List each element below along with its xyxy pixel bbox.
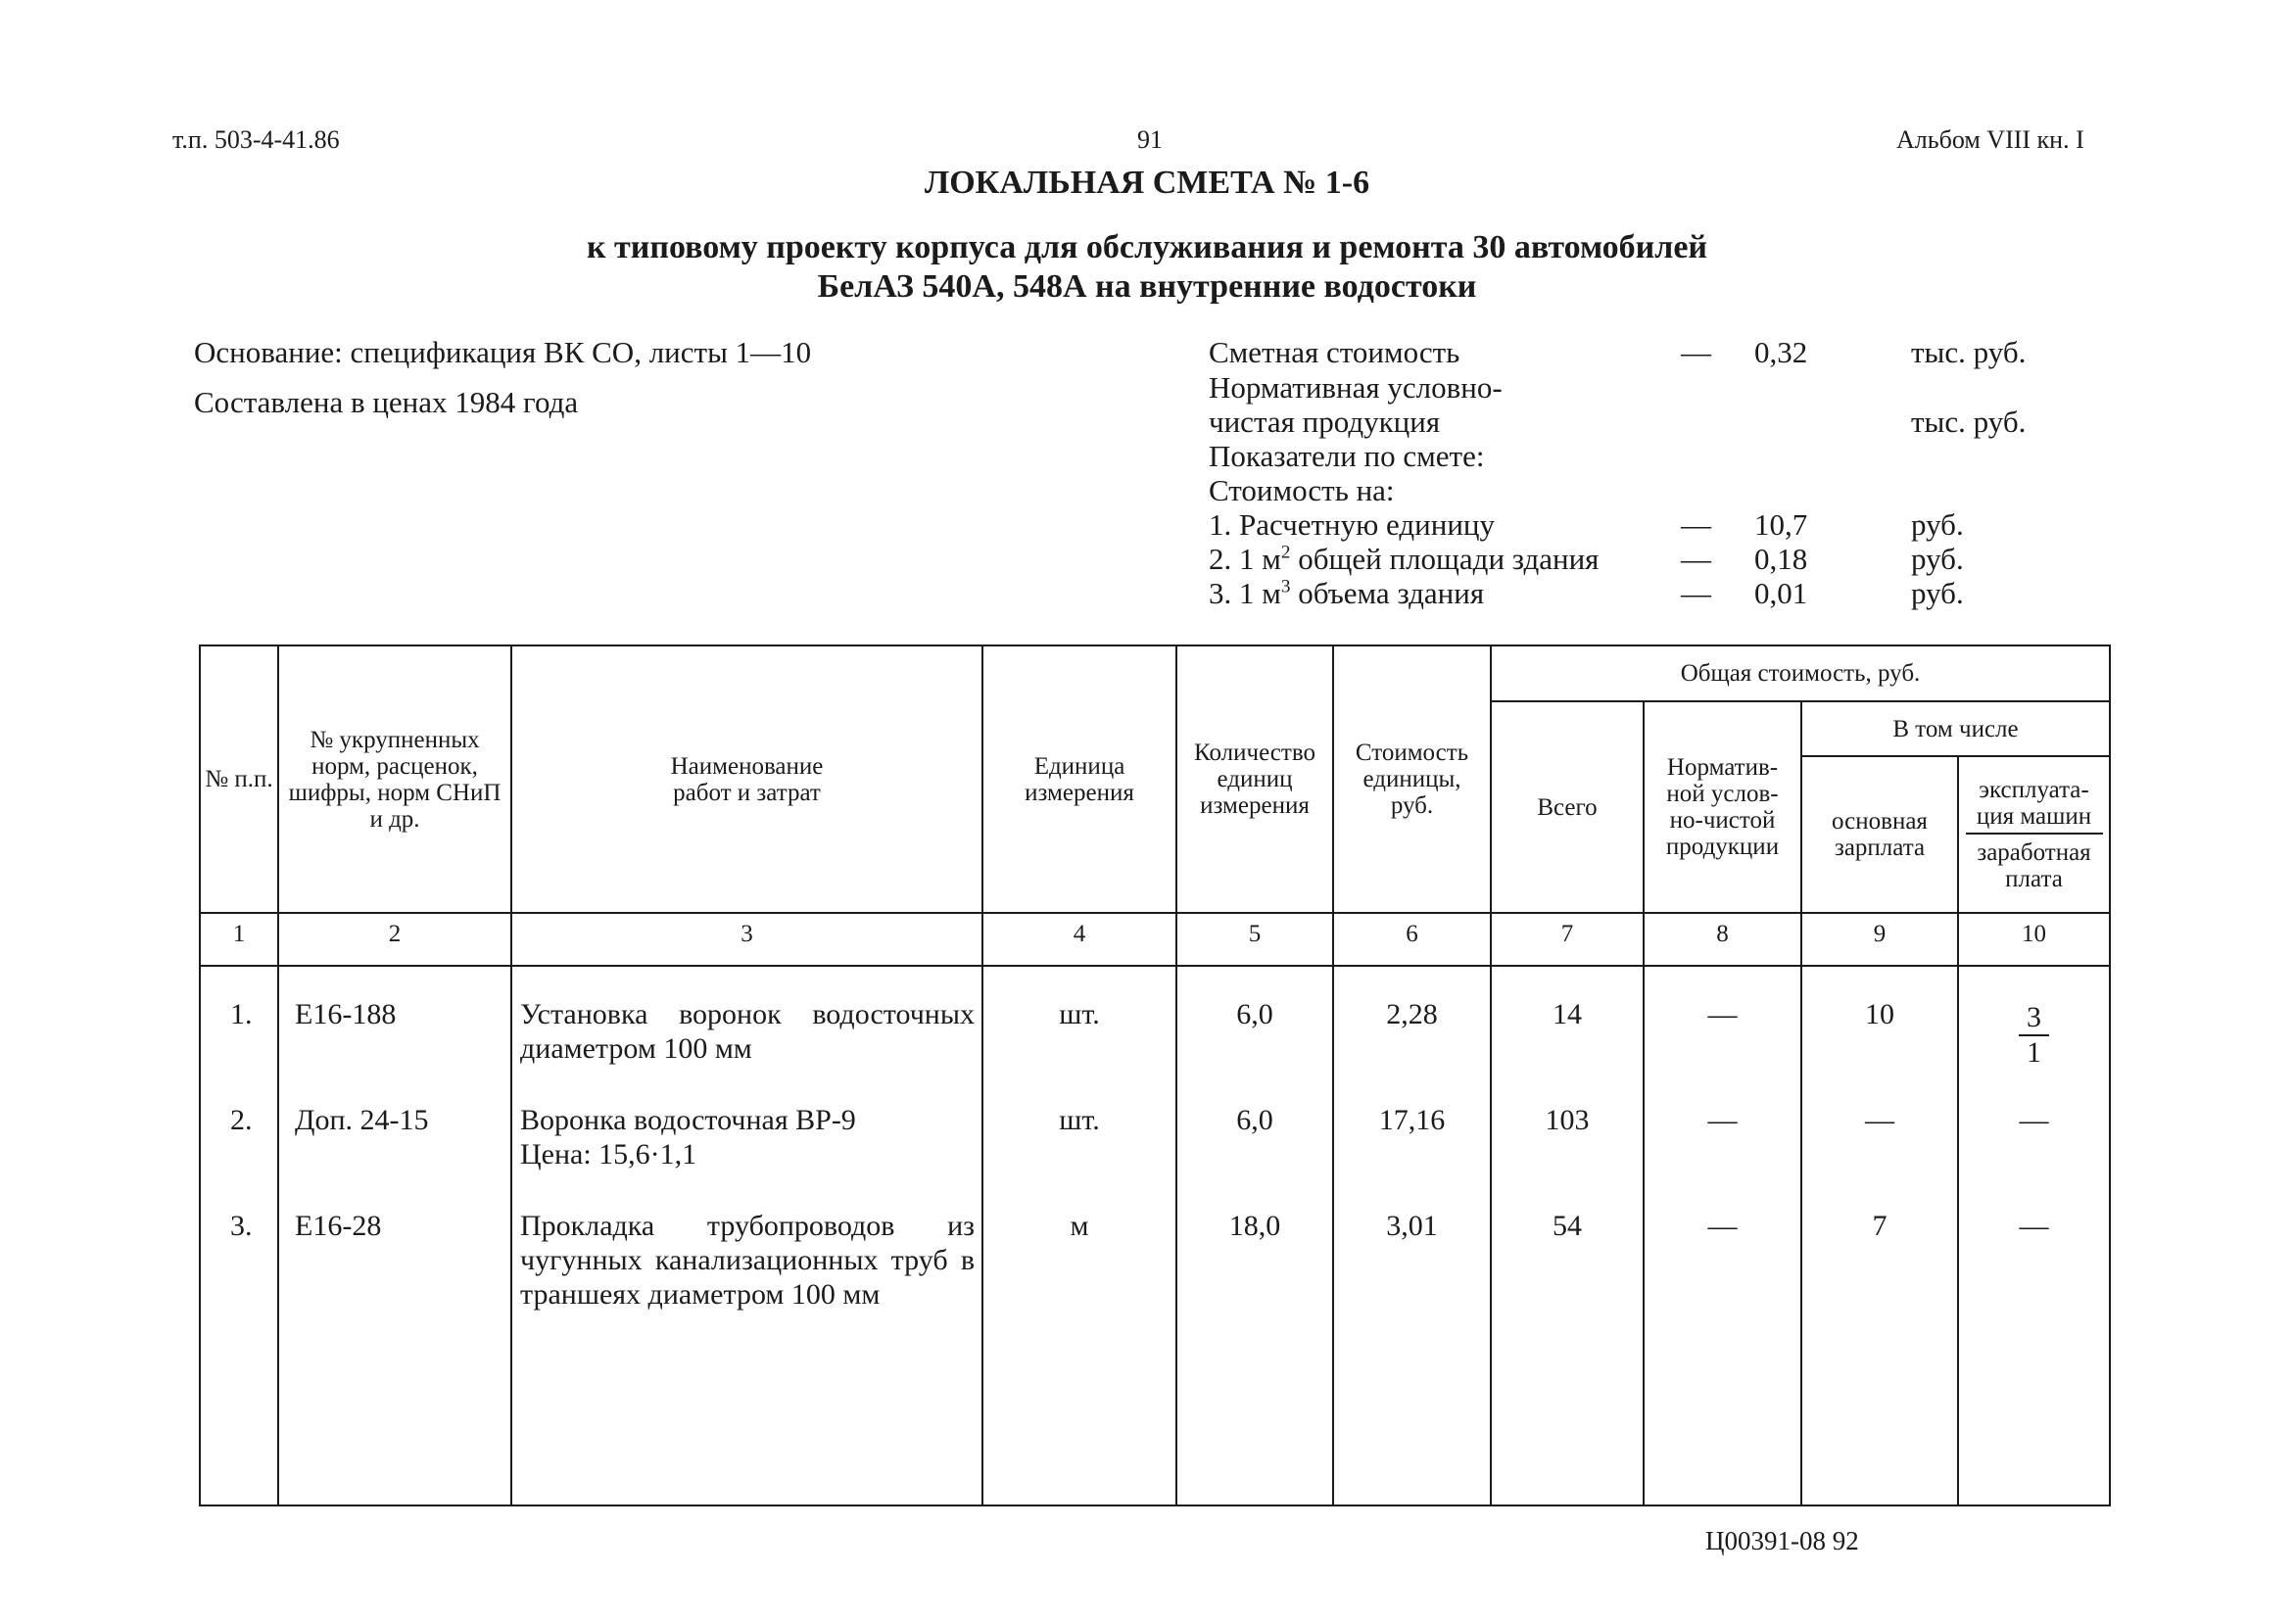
row-machines bbox=[1959, 1001, 2109, 1070]
document-title: ЛОКАЛЬНАЯ СМЕТА № 1-6 bbox=[924, 165, 1370, 201]
indicator-item-2-value: 0,18 bbox=[1754, 542, 1808, 576]
row-code: Е16-188 bbox=[295, 998, 397, 1030]
indicator-item-1-unit: руб. bbox=[1911, 507, 1964, 542]
row-qty: 18,0 bbox=[1228, 1210, 1281, 1242]
page-number: 91 bbox=[1137, 125, 1163, 154]
estimated-cost-dash: — bbox=[1681, 335, 1711, 369]
row-qty: 6,0 bbox=[1236, 998, 1273, 1030]
document-subtitle-1: к типовому проекту корпуса для обслуживания и ремонта 30 автомобилей bbox=[586, 229, 1708, 265]
indicator-item-2-unit: руб. bbox=[1911, 542, 1964, 576]
basis-osnovanie: Основание: спецификация ВК СО, листы 1—10 bbox=[194, 335, 812, 369]
row-name: Прокладка трубопроводов из чугунных канализационных труб в траншеях диаметром 100 мм bbox=[520, 1210, 975, 1311]
header-machines-rule bbox=[1966, 833, 2103, 835]
header-unit: Единица измерения bbox=[1025, 752, 1134, 806]
header-machines-top: эксплуата-ция машин bbox=[1976, 777, 2092, 830]
header-salary: основная зарплата bbox=[1832, 808, 1928, 861]
column-number: 8 bbox=[1716, 921, 1729, 947]
header-name: Наименование работ и затрат bbox=[670, 752, 824, 806]
header-qty: Количество единиц измерения bbox=[1194, 740, 1315, 819]
header-norms: № укрупненных норм, расценок, шифры, норм СНиП и др. bbox=[288, 726, 502, 833]
header-machines-bottom: заработная плата bbox=[1977, 839, 2091, 892]
row-unit: м bbox=[1070, 1210, 1089, 1242]
indicator-item-3-label: 3. 1 $м^3$ объема здания bbox=[1209, 576, 1485, 610]
column-number: 7 bbox=[1560, 921, 1574, 947]
indicators-label: Показатели по смете: bbox=[1209, 439, 1485, 473]
row-normative: — bbox=[1707, 1104, 1738, 1136]
indicator-item-3-value: 0,01 bbox=[1754, 576, 1808, 610]
cost-per-label: Стоимость на: bbox=[1209, 473, 1395, 507]
grid-line bbox=[201, 912, 2109, 914]
estimate-table bbox=[199, 645, 2111, 1506]
row-total: 54 bbox=[1553, 1210, 1582, 1242]
column-number: 1 bbox=[232, 921, 246, 947]
header-no: № п.п. bbox=[205, 766, 273, 792]
row-unit-cost: 3,01 bbox=[1386, 1210, 1438, 1242]
indicator-item-3-unit: руб. bbox=[1911, 576, 1964, 610]
indicator-item-2-label: 2. 1 $м^2$ общей площади здания bbox=[1209, 542, 1600, 576]
row-code: Доп. 24-15 bbox=[295, 1104, 429, 1136]
normative-unit: тыс. руб. bbox=[1911, 405, 2027, 439]
column-number: 6 bbox=[1406, 921, 1418, 947]
indicator-item-1-dash: — bbox=[1681, 507, 1711, 542]
project-code: т.п. 503-4-41.86 bbox=[172, 125, 340, 154]
indicator-item-2-dash: — bbox=[1681, 542, 1711, 576]
basis-prices: Составлена в ценах 1984 года bbox=[194, 385, 579, 419]
row-number: 2. bbox=[230, 1104, 253, 1136]
row-number: 3. bbox=[230, 1210, 253, 1242]
row-unit: шт. bbox=[1059, 1104, 1100, 1136]
row-unit: шт. bbox=[1059, 998, 1100, 1030]
estimated-cost-value: 0,32 bbox=[1754, 335, 1808, 369]
header-machines bbox=[1959, 757, 2109, 912]
grid-line bbox=[201, 965, 2109, 967]
header-total-group: Общая стоимость, руб. bbox=[1680, 660, 1921, 687]
column-number: 5 bbox=[1248, 921, 1262, 947]
machines-fraction bbox=[2019, 1001, 2049, 1070]
row-code: Е16-28 bbox=[295, 1210, 382, 1242]
row-salary: 10 bbox=[1865, 998, 1894, 1030]
row-number: 1. bbox=[230, 998, 253, 1030]
row-normative: — bbox=[1707, 1210, 1738, 1242]
normative-label-2: чистая продукция bbox=[1209, 405, 1441, 439]
row-unit-cost: 2,28 bbox=[1386, 998, 1438, 1030]
header-total: Всего bbox=[1537, 793, 1598, 821]
indicator-item-1-label: 1. Расчетную единицу bbox=[1209, 507, 1496, 542]
column-number: 4 bbox=[1073, 921, 1086, 947]
row-name: Установка воронок водосточных диаметром 100 мм bbox=[520, 998, 975, 1065]
column-number: 10 bbox=[2022, 921, 2046, 947]
row-salary: — bbox=[1865, 1104, 1894, 1136]
normative-label-1: Нормативная условно- bbox=[1209, 370, 1503, 405]
row-normative: — bbox=[1707, 998, 1738, 1030]
row-machines: — bbox=[2019, 1210, 2049, 1242]
indicator-item-1-value: 10,7 bbox=[1754, 507, 1808, 542]
row-total: 14 bbox=[1553, 998, 1582, 1030]
machines-operation: 3 bbox=[2019, 1001, 2049, 1036]
row-total: 103 bbox=[1545, 1104, 1590, 1136]
row-name-line-2: Цена: 15,6·1,1 bbox=[520, 1138, 697, 1170]
header-including: В том числе bbox=[1892, 715, 2019, 742]
estimated-cost-unit: тыс. руб. bbox=[1911, 335, 2027, 369]
row-salary: 7 bbox=[1872, 1210, 1888, 1242]
column-number: 9 bbox=[1873, 921, 1887, 947]
row-unit-cost: 17,16 bbox=[1378, 1104, 1446, 1136]
header-normative: Норматив-ной услов-но-чистой продукции bbox=[1665, 754, 1780, 860]
document-subtitle-2: БелАЗ 540А, 548А на внутренние водостоки bbox=[817, 268, 1477, 305]
machines-wages: 1 bbox=[2027, 1036, 2041, 1069]
column-number: 3 bbox=[741, 921, 753, 947]
indicator-item-3-dash: — bbox=[1681, 576, 1711, 610]
album-label: Альбом VIII кн. I bbox=[1896, 125, 2084, 154]
header-unit-cost: Стоимость единицы, руб. bbox=[1355, 740, 1469, 819]
estimated-cost-label: Сметная стоимость bbox=[1209, 335, 1460, 369]
row-qty: 6,0 bbox=[1236, 1104, 1273, 1136]
row-machines: — bbox=[2019, 1104, 2049, 1136]
row-name-line-1: Воронка водосточная ВР-9 bbox=[520, 1104, 856, 1136]
column-number: 2 bbox=[388, 921, 402, 947]
footer-code: Ц00391-08 92 bbox=[1705, 1526, 1859, 1555]
